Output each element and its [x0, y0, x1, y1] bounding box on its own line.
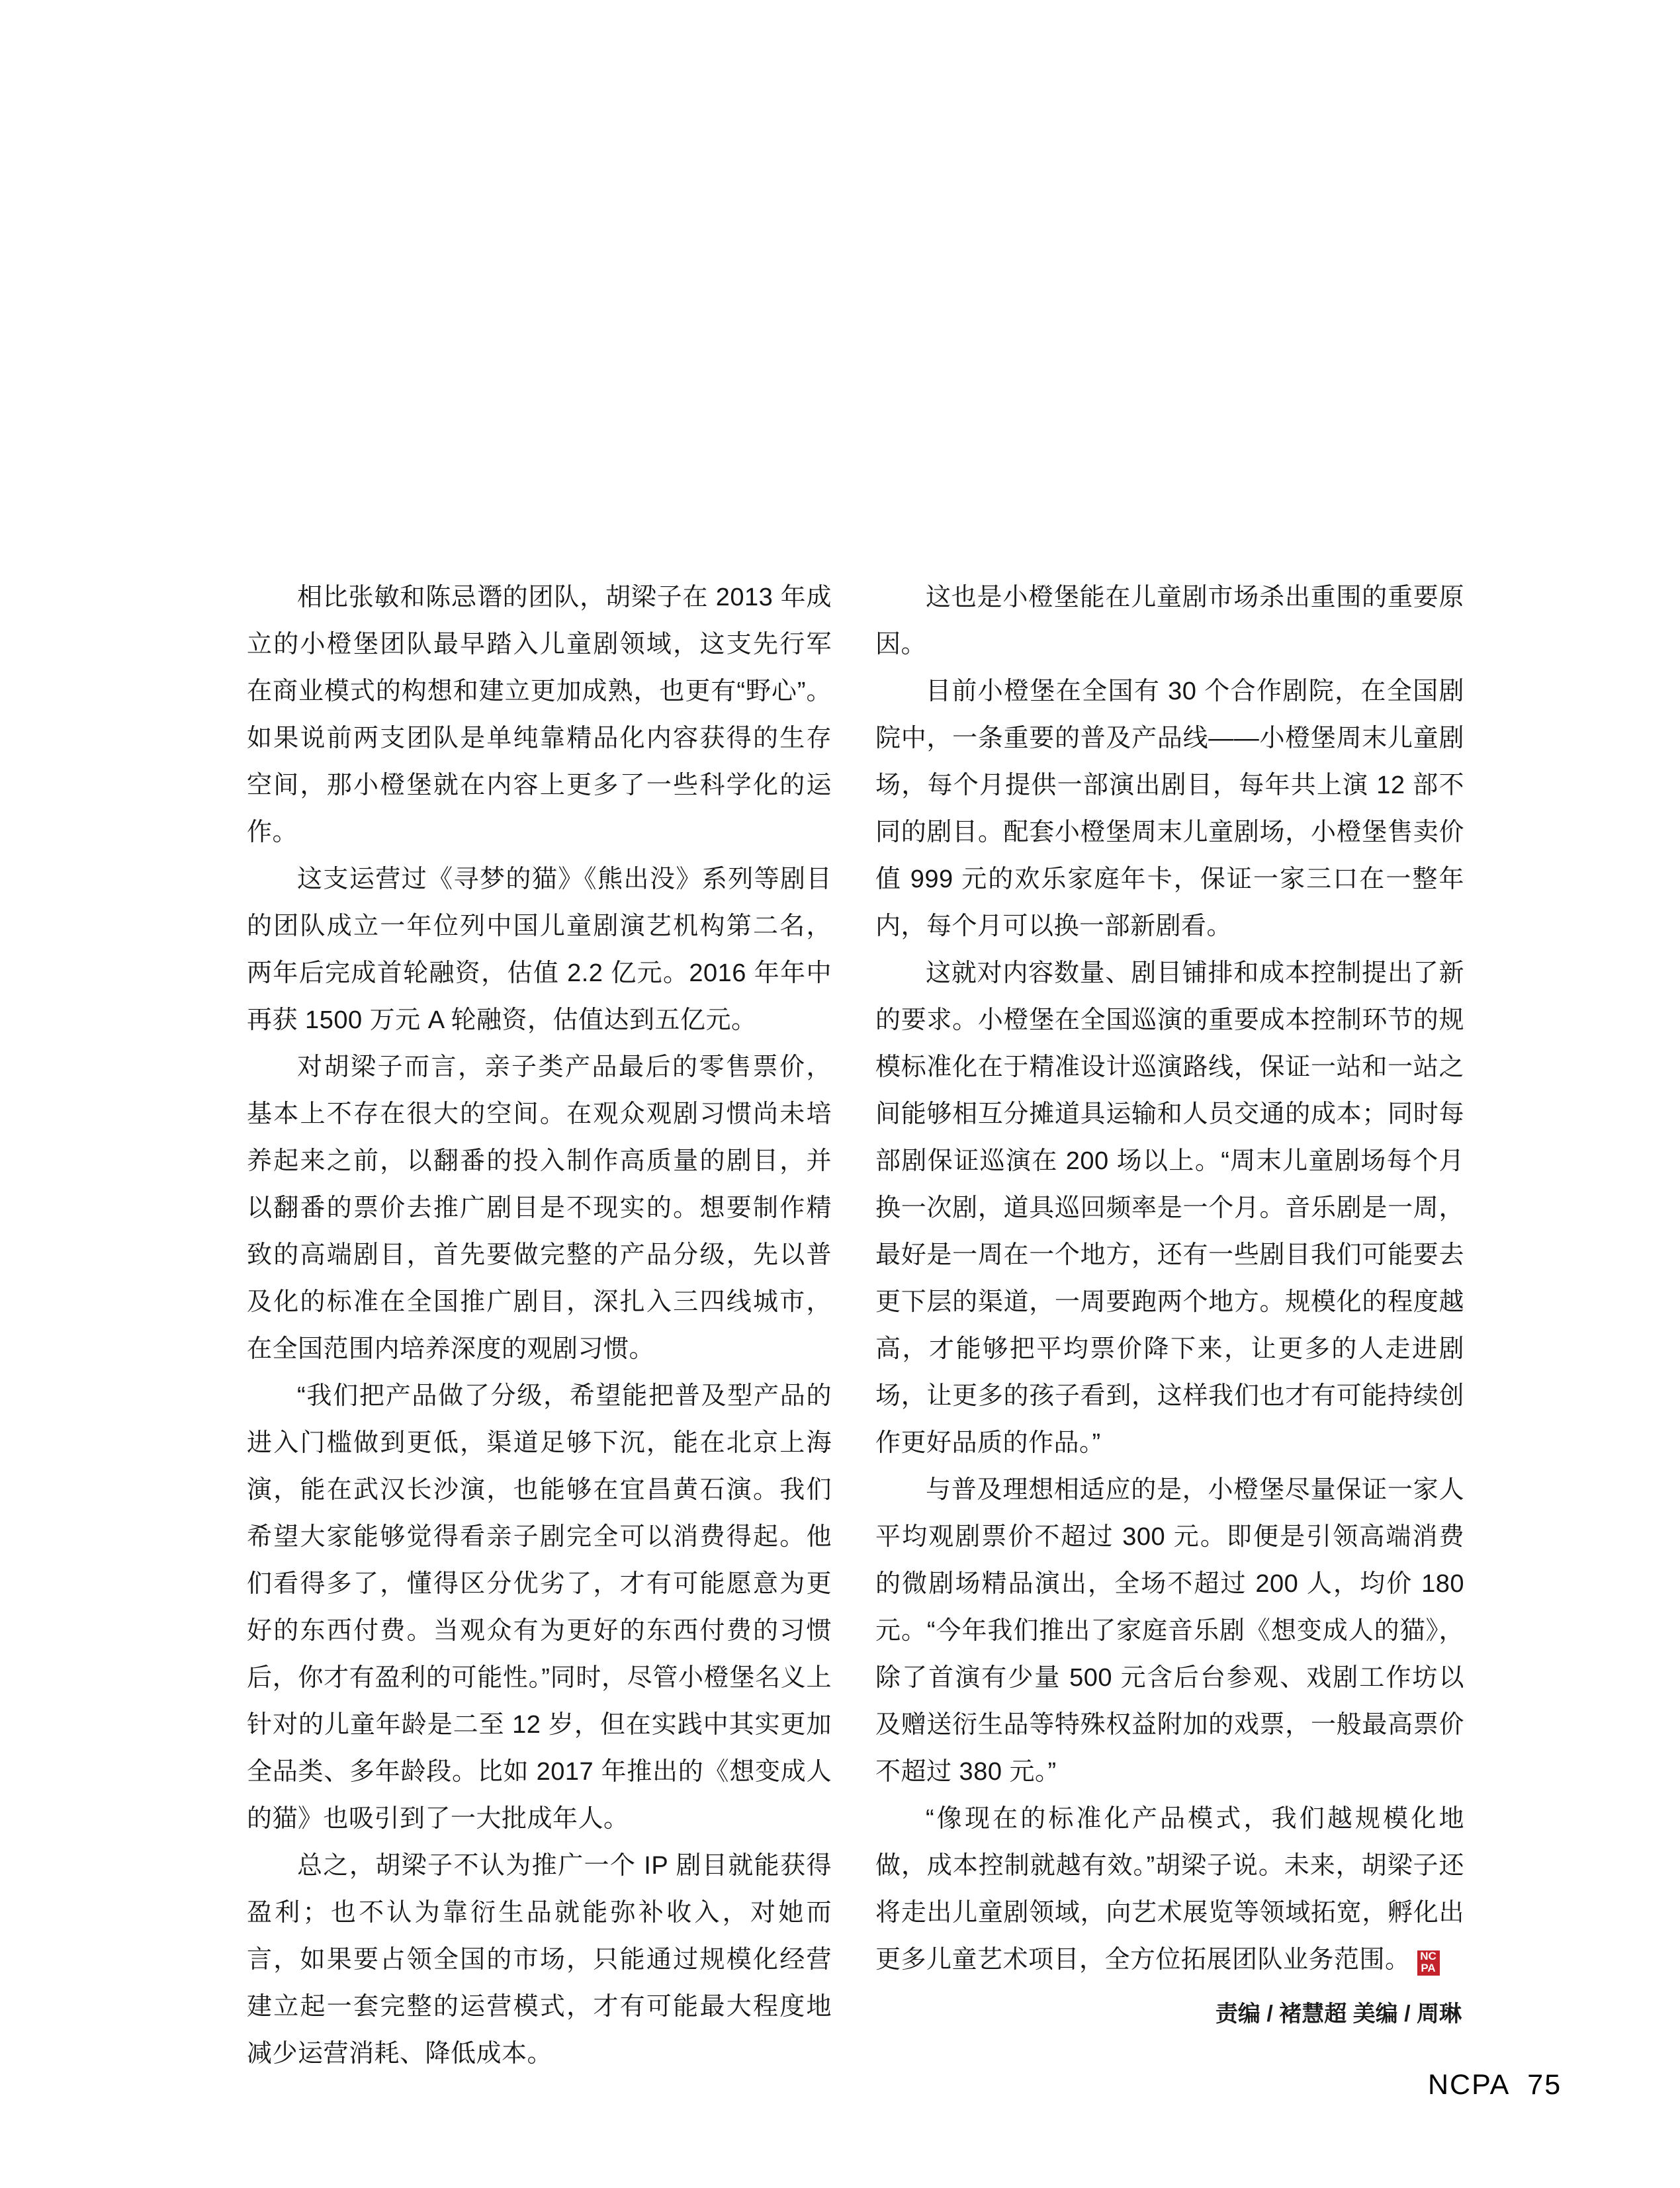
ncpa-end-seal-line2: PA [1421, 1962, 1436, 1974]
ncpa-end-seal-icon [1417, 1950, 1440, 1976]
left-column [247, 574, 832, 2078]
paragraph: “像现在的标准化产品模式，我们越规模化地做，成本控制就越有效。”胡梁子说。未来，胡梁子还将走出儿童剧领域，向艺术展览等领域拓宽，孵化出更多儿童艺术项目，全方位拓展团队业务范围。 NC PA [875, 1805, 1464, 1974]
editor-credits: 责编 / 褚慧超 美编 / 周琳 [1215, 2001, 1462, 2027]
paragraph: 相比张敏和陈忌谮的团队，胡梁子在 2013 年成立的小橙堡团队最早踏入儿童剧领域，这支先行军在商业模式的构想和建立更加成熟，也更有“野心”。如果说前两支团队是单纯靠精品化内容获得的生存空间，那小橙堡就在内容上更多了一些科学化的运作。 [247, 584, 832, 846]
right-column [875, 574, 1464, 1984]
ncpa-end-seal-line1: NC [1420, 1950, 1437, 1962]
paragraph: 目前小橙堡在全国有 30 个合作剧院，在全国剧院中，一条重要的普及产品线——小橙堡周末儿童剧场，每个月提供一部演出剧目，每年共上演 12 部不同的剧目。配套小橙堡周末儿童剧场，小橙堡售卖价值 999 元的欢乐家庭年卡，保证一家三口在一整年内，每个月可以换一部新剧看。 [875, 678, 1464, 940]
page-footer [1428, 2068, 1562, 2101]
paragraph: 与普及理想相适应的是，小橙堡尽量保证一家人平均观剧票价不超过 300 元。即便是引领高端消费的微剧场精品演出，全场不超过 200 人，均价 180 元。“今年我们推出了家庭音乐剧《想变成人的猫》，除了首演有少量 500 元含后台参观、戏剧工作坊以及赠送衍生品等特殊权益附加的戏票，一般最高票价不超过 380 元。” [875, 1476, 1464, 1786]
paragraph: 这支运营过《寻梦的猫》《熊出没》系列等剧目的团队成立一年位列中国儿童剧演艺机构第二名，两年后完成首轮融资，估值 2.2 亿元。2016 年年中再获 1500 万元 A 轮融资，估值达到五亿元。 [247, 865, 832, 1034]
paragraph: 这也是小橙堡能在儿童剧市场杀出重围的重要原因。 [875, 584, 1464, 658]
paragraph: 对胡梁子而言，亲子类产品最后的零售票价，基本上不存在很大的空间。在观众观剧习惯尚未培养起来之前，以翻番的投入制作高质量的剧目，并以翻番的票价去推广剧目是不现实的。想要制作精致的高端剧目，首先要做完整的产品分级，先以普及化的标准在全国推广剧目，深扎入三四线城市，在全国范围内培养深度的观剧习惯。 [247, 1053, 832, 1363]
paragraph: 这就对内容数量、剧目铺排和成本控制提出了新的要求。小橙堡在全国巡演的重要成本控制环节的规模标准化在于精准设计巡演路线，保证一站和一站之间能够相互分摊道具运输和人员交通的成本；同时每部剧保证巡演在 200 场以上。“周末儿童剧场每个月换一次剧，道具巡回频率是一个月。音乐剧是一周，最好是一周在一个地方，还有一些剧目我们可能要去更下层的渠道，一周要跑两个地方。规模化的程度越高，才能够把平均票价降下来，让更多的人走进剧场，让更多的孩子看到，这样我们也才有可能持续创作更好品质的作品。” [875, 959, 1464, 1457]
footer-magazine-label: NCPA [1428, 2069, 1511, 2101]
footer-page-number: 75 [1527, 2069, 1562, 2101]
paragraph: “我们把产品做了分级，希望能把普及型产品的进入门槛做到更低，渠道足够下沉，能在北京上海演，能在武汉长沙演，也能够在宜昌黄石演。我们希望大家能够觉得看亲子剧完全可以消费得起。他们看得多了，懂得区分优劣了，才有可能愿意为更好的东西付费。当观众有为更好的东西付费的习惯后，你才有盈利的可能性。”同时，尽管小橙堡名义上针对的儿童年龄是二至 12 岁，但在实践中其实更加全品类、多年龄段。比如 2017 年推出的《想变成人的猫》也吸引到了一大批成年人。 [247, 1382, 832, 1833]
paragraph: 总之，胡梁子不认为推广一个 IP 剧目就能获得盈利；也不认为靠衍生品就能弥补收入，对她而言，如果要占领全国的市场，只能通过规模化经营建立起一套完整的运营模式，才有可能最大程度地减少运营消耗、降低成本。 [247, 1852, 832, 2068]
